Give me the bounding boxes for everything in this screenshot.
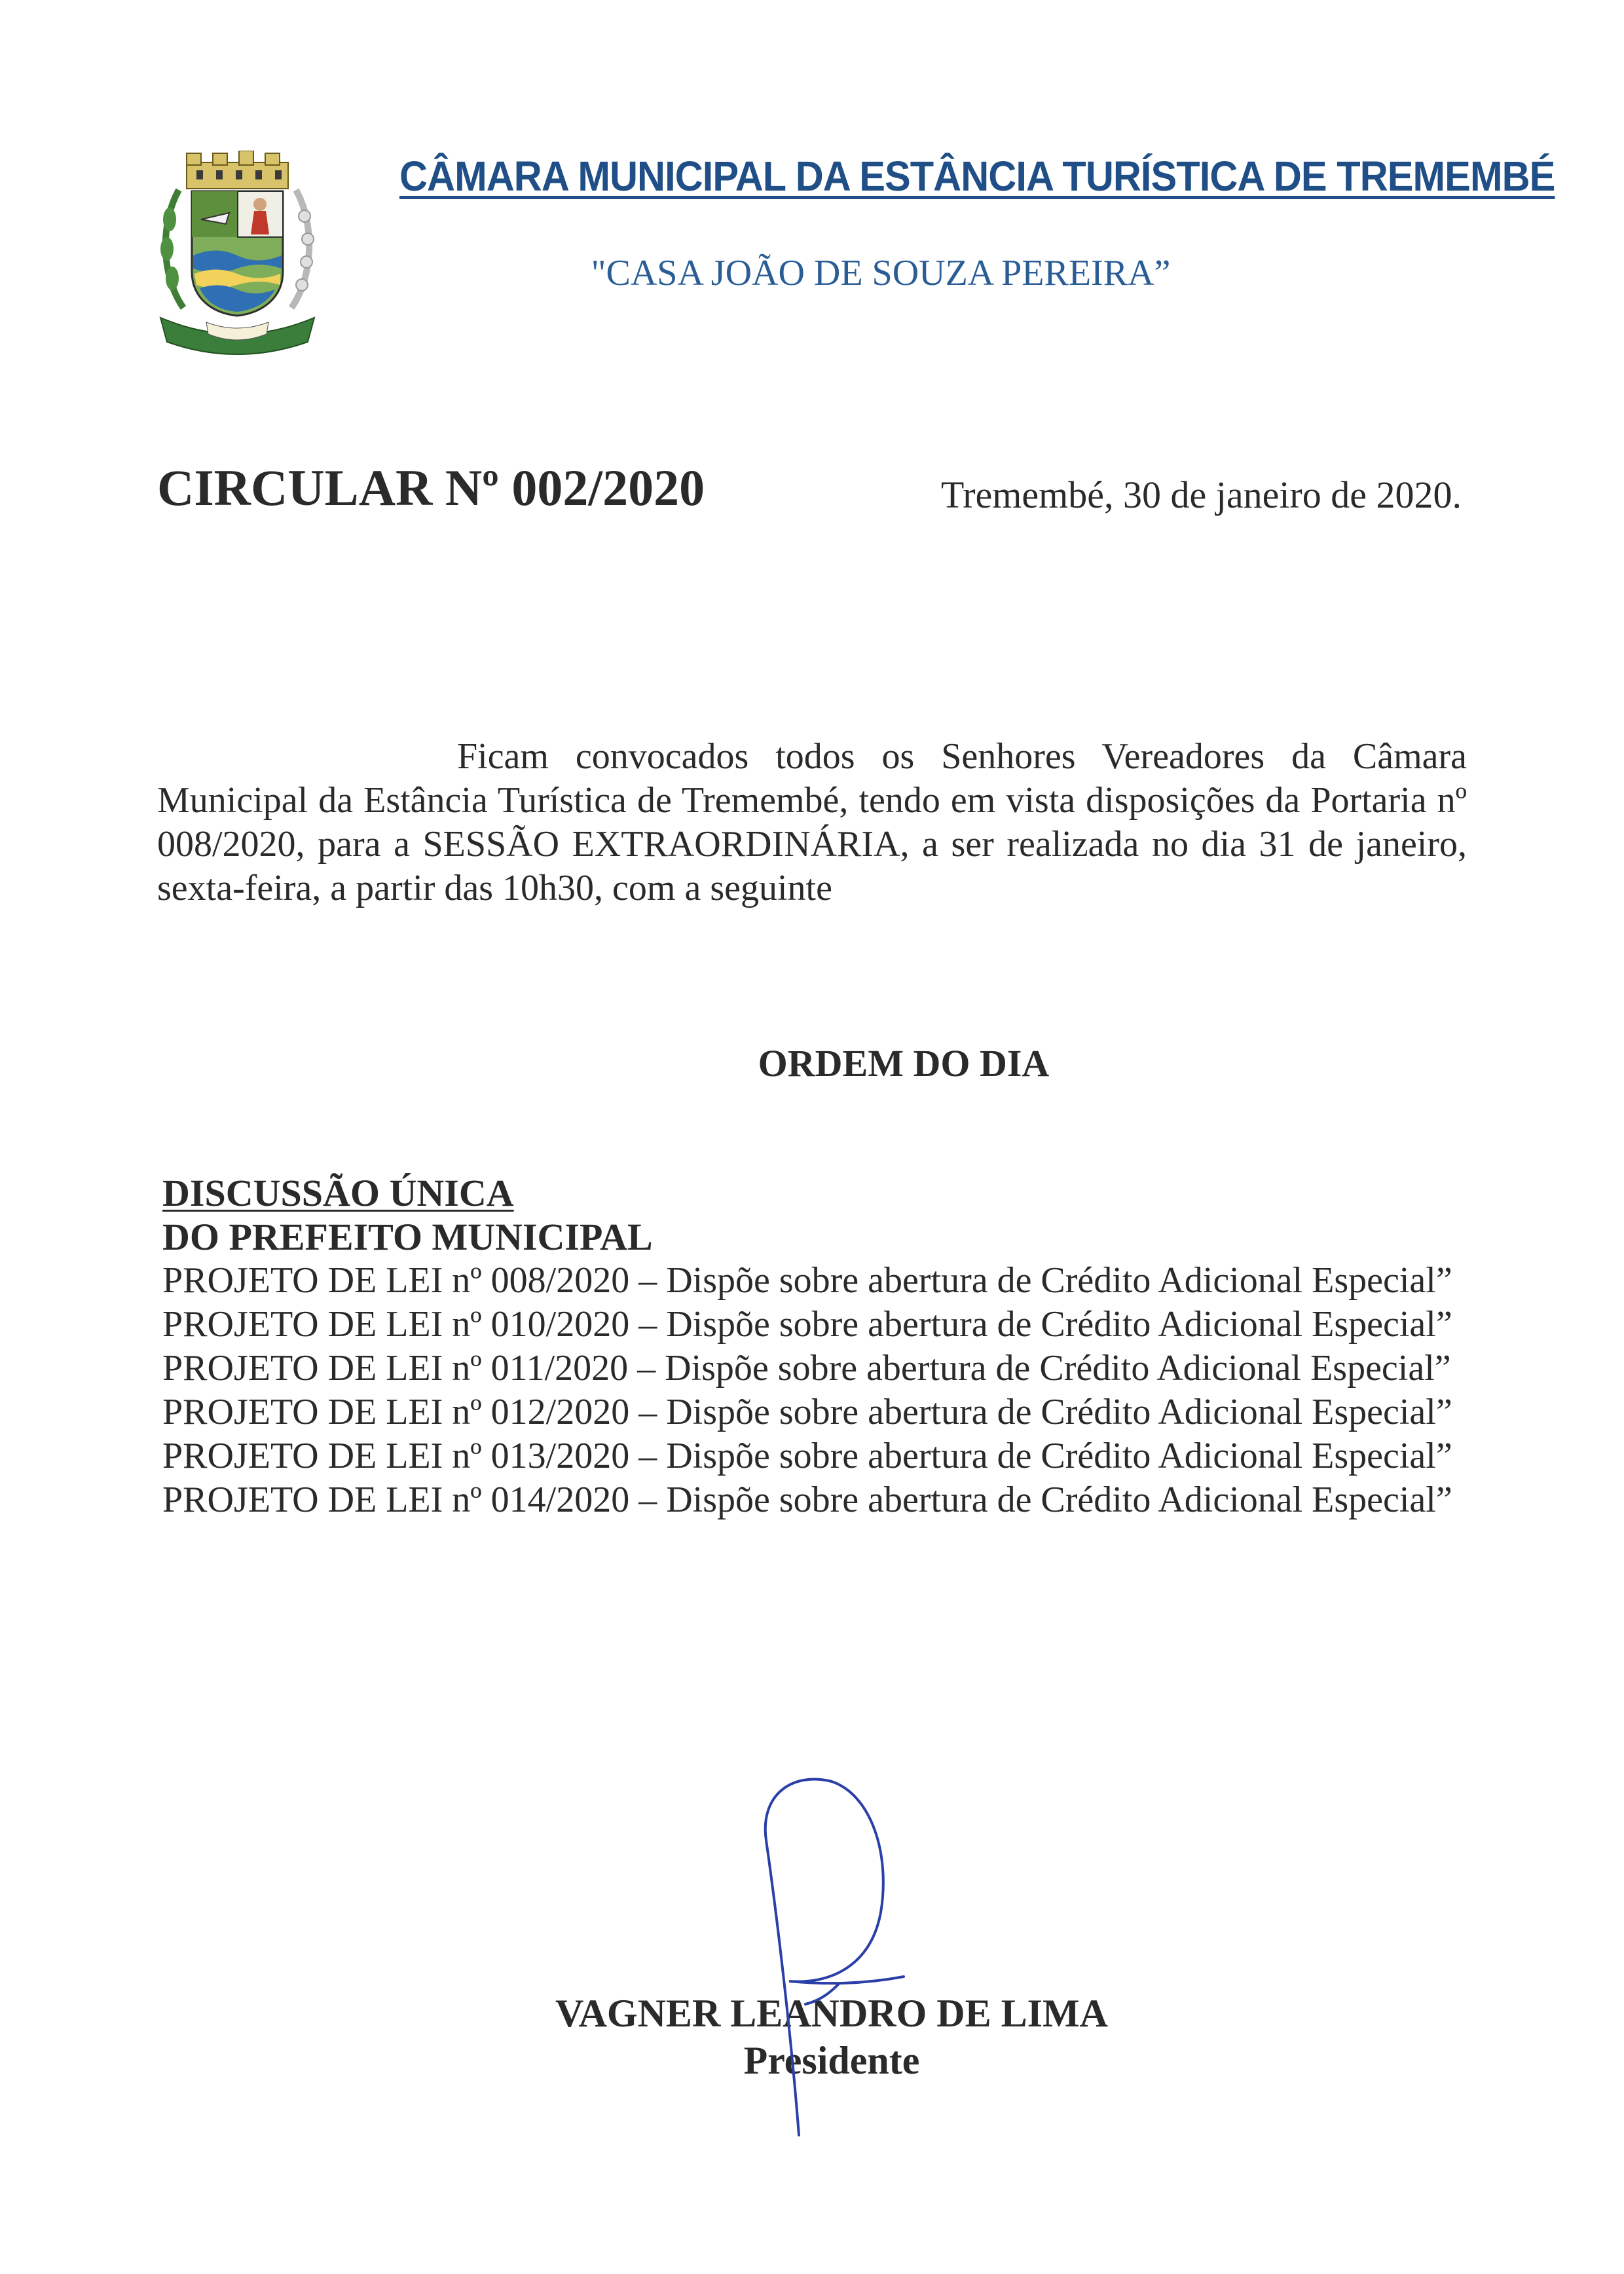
bill-item: PROJETO DE LEI nº 010/2020 – Dispõe sobre abertura de Crédito Adicional Especial” bbox=[162, 1304, 1452, 1345]
agenda-list bbox=[162, 1171, 1467, 1522]
place-date: Tremembé, 30 de janeiro de 2020. bbox=[940, 474, 1462, 516]
bill-item: PROJETO DE LEI nº 014/2020 – Dispõe sobre abertura de Crédito Adicional Especial” bbox=[162, 1480, 1452, 1520]
signer-name: VAGNER LEANDRO DE LIMA bbox=[555, 1992, 1108, 2035]
municipal-crest-logo bbox=[147, 151, 327, 360]
bill-author: DO PREFEITO MUNICIPAL bbox=[162, 1216, 653, 1258]
agenda-heading: ORDEM DO DIA bbox=[758, 1042, 1050, 1085]
circular-title: CIRCULAR Nº 002/2020 bbox=[157, 459, 705, 516]
bill-item: PROJETO DE LEI nº 012/2020 – Dispõe sobre abertura de Crédito Adicional Especial” bbox=[162, 1392, 1452, 1432]
organization-name: CÂMARA MUNICIPAL DA ESTÂNCIA TURÍSTICA DE TREMEMBÉ bbox=[399, 153, 1555, 200]
bill-item: PROJETO DE LEI nº 013/2020 – Dispõe sobre abertura de Crédito Adicional Especial” bbox=[162, 1436, 1452, 1476]
bill-item: PROJETO DE LEI nº 008/2020 – Dispõe sobre abertura de Crédito Adicional Especial” bbox=[162, 1260, 1452, 1301]
session-type: DISCUSSÃO ÚNICA bbox=[162, 1172, 514, 1214]
bill-item: PROJETO DE LEI nº 011/2020 – Dispõe sobre abertura de Crédito Adicional Especial” bbox=[162, 1348, 1451, 1389]
signer-role: Presidente bbox=[743, 2039, 920, 2082]
organization-subtitle: "CASA JOÃO DE SOUZA PEREIRA” bbox=[591, 253, 1171, 293]
convocation-paragraph: Ficam convocados todos os Senhores Vereadores da Câmara Municipal da Estância Turística de Tremembé, tendo em vista disposições da Portaria nº 008/2020, para a SESSÃO EXTRAORDINÁRIA, a ser realizada no dia 31 de janeiro, sexta-feira, a partir das 10h30, com a seguinte bbox=[157, 736, 1467, 908]
handwritten-signature bbox=[740, 1768, 936, 2174]
